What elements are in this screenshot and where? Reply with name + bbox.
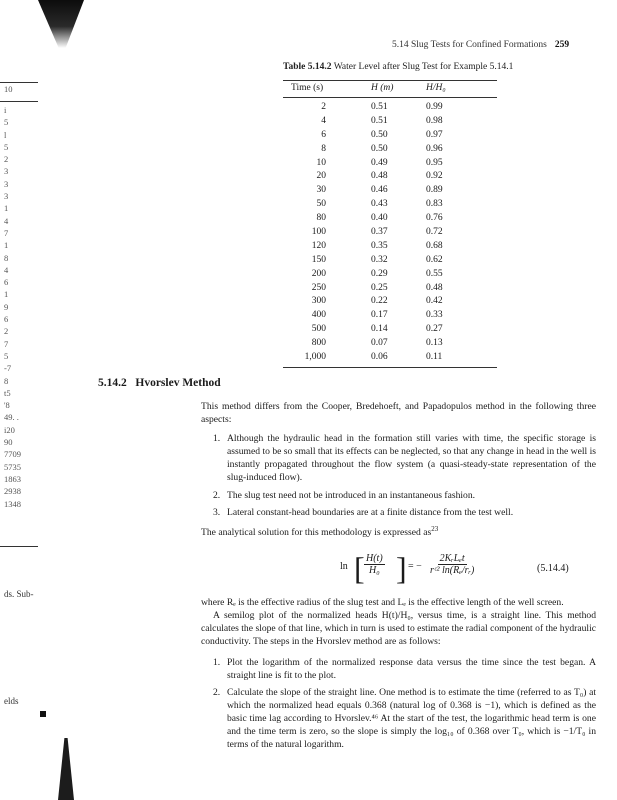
margin-fragment: -7: [4, 363, 12, 374]
table-cell-time: 30: [316, 185, 326, 196]
table-body: [283, 101, 497, 365]
section-title: Hvorslev Method: [135, 377, 221, 389]
table-row: [283, 143, 497, 157]
table-row: [283, 309, 497, 323]
aspect-text: The slug test need not be introduced in an instantaneous fashion.: [227, 490, 476, 501]
margin-fragment: i: [4, 105, 7, 115]
margin-fragment: i20: [4, 424, 15, 435]
margin-fragment: l: [4, 129, 7, 140]
table-cell-hratio: 0.89: [426, 185, 443, 196]
running-header: [392, 40, 569, 50]
table-cell-hratio: 0.83: [426, 199, 443, 210]
table-header-h: H (m): [371, 83, 394, 93]
aspect-item-1: [201, 432, 596, 484]
table-cell-time: 8: [321, 143, 326, 154]
margin-top-number: 10: [4, 84, 13, 94]
table-cell-time: 10: [316, 157, 326, 168]
aspect-number: 2.: [213, 490, 221, 501]
intro-paragraph: This method differs from the Cooper, Bredehoeft, and Papadopulos method in the following three aspects:: [201, 401, 596, 425]
table-cell-h: 0.07: [371, 338, 388, 349]
aspect-text: Although the hydraulic head in the formation still varies with time, the specific storage is assumed to be so small that its effects can be neglected, so that any change in head in the well is instantly propagated throughout the flow system (a quasi-steady-state representation of the slug-induced flow).: [227, 433, 596, 483]
table-row: [283, 240, 497, 254]
table-row: [283, 115, 497, 129]
table-top-rule: [283, 80, 497, 81]
margin-word-1: ds. Sub-: [4, 589, 34, 599]
table-cell-h: 0.51: [371, 115, 388, 126]
table-cell-hratio: 0.68: [426, 240, 443, 251]
margin-fragment: 9: [4, 301, 9, 312]
margin-fragment: '8: [4, 400, 10, 411]
table-cell-hratio: 0.27: [426, 324, 443, 335]
step-number: 2.: [213, 687, 221, 698]
where-paragraph: where Rₑ is the effective radius of the slug test and Lₑ is the effective length of the well screen.: [201, 597, 564, 608]
table-cell-time: 1,000: [304, 352, 326, 363]
section-heading: [98, 377, 221, 389]
table-cell-time: 20: [316, 171, 326, 182]
table-cell-hratio: 0.76: [426, 213, 443, 224]
margin-fragment: 2: [4, 154, 9, 165]
table-row: [283, 212, 497, 226]
margin-fragment: 90: [4, 437, 13, 448]
table-cell-time: 300: [311, 296, 326, 307]
table-row: [283, 226, 497, 240]
table-cell-hratio: 0.42: [426, 296, 443, 307]
table-cell-time: 800: [311, 338, 326, 349]
margin-fragment: 1: [4, 203, 9, 214]
table-row: [283, 184, 497, 198]
table-cell-hratio: 0.92: [426, 171, 443, 182]
equation-ln: ln: [340, 561, 348, 572]
margin-fragment: t5: [4, 387, 11, 398]
equation-rhs-numerator: 2KᵣLₑt: [439, 553, 465, 564]
table-row: [283, 323, 497, 337]
table-row: [283, 295, 497, 309]
margin-square: [40, 711, 46, 717]
table-cell-hratio: 0.98: [426, 115, 443, 126]
running-head-title: 5.14 Slug Tests for Confined Formations: [392, 40, 547, 50]
table-cell-time: 400: [311, 310, 326, 321]
table-cell-hratio: 0.95: [426, 157, 443, 168]
table-cell-h: 0.43: [371, 199, 388, 210]
margin-fragment: 5: [4, 350, 9, 361]
margin-fragment: 8: [4, 252, 9, 263]
table-cell-hratio: 0.48: [426, 282, 443, 293]
margin-fragment: 3: [4, 191, 9, 202]
table-header-time: Time (s): [291, 83, 324, 93]
aspect-number: 1.: [213, 433, 221, 444]
table-header-hratio: H/H₀: [426, 83, 446, 93]
margin-fragment: 1: [4, 240, 9, 251]
table-cell-h: 0.48: [371, 171, 388, 182]
analytical-text: The analytical solution for this methodology is expressed as: [201, 527, 432, 538]
margin-fragment: 6: [4, 314, 9, 325]
table-cell-hratio: 0.33: [426, 310, 443, 321]
table-cell-time: 6: [321, 129, 326, 140]
margin-word-2: elds: [4, 696, 19, 706]
equation-right-bracket: ]: [396, 550, 407, 586]
page-number: 259: [554, 40, 570, 50]
table-label: Table 5.14.2: [283, 62, 332, 72]
table-cell-hratio: 0.96: [426, 143, 443, 154]
binding-shadow-top: [38, 0, 84, 48]
table-cell-h: 0.35: [371, 240, 388, 251]
table-row: [283, 129, 497, 143]
table-cell-h: 0.49: [371, 157, 388, 168]
table-cell-hratio: 0.99: [426, 102, 443, 112]
aspect-number: 3.: [213, 507, 221, 518]
table-cell-h: 0.06: [371, 352, 388, 363]
table-cell-time: 150: [311, 254, 326, 265]
table-cell-time: 50: [316, 199, 326, 210]
equation-left-bracket: [: [354, 550, 365, 586]
table-cell-time: 250: [311, 282, 326, 293]
table-row: [283, 337, 497, 351]
semilog-paragraph: A semilog plot of the normalized heads H(t)/H₀, versus time, is a straight line. This method calculates the slope of that line, which in turn is used to estimate the radial component of the hydraulic conductivity. The steps in the Hvorslev method are as follows:: [201, 610, 596, 647]
margin-fragment: 4: [4, 215, 9, 226]
step-item-2: [201, 686, 596, 751]
margin-fragment: 6: [4, 277, 9, 288]
table-cell-h: 0.50: [371, 129, 388, 140]
table-cell-time: 80: [316, 213, 326, 224]
table-cell-time: 100: [311, 227, 326, 238]
aspect-item-2: [201, 489, 596, 502]
margin-fragment: 7709: [4, 449, 21, 460]
table-cell-hratio: 0.13: [426, 338, 443, 349]
table-caption: [283, 62, 513, 72]
table-bottom-rule: [283, 367, 497, 368]
step-number: 1.: [213, 657, 221, 668]
table-cell-h: 0.37: [371, 227, 388, 238]
table-cell-time: 120: [311, 240, 326, 251]
equation-rhs-fraction: [430, 553, 474, 576]
table-cell-time: 200: [311, 268, 326, 279]
table-cell-h: 0.29: [371, 268, 388, 279]
analytical-sentence: [201, 526, 596, 539]
aspect-text: Lateral constant-head boundaries are at a finite distance from the test well.: [227, 507, 514, 518]
equation-lhs-fraction: [364, 553, 385, 576]
margin-fragment: 5735: [4, 461, 21, 472]
step-text: Calculate the slope of the straight line. One method is to estimate the time (referred to as T₀) at which the normalized head equals 0.368 (natural log of 0.368 is −1), which is defined as the basic time lag according to Hvorslev.⁴⁶ At the start of the test, the logarithmic head term is one and the time term is zero, so the slope is simply the log₁₀ of 0.368 over T₀, which is −1/T₀ in terms of the natural logarithm.: [227, 687, 596, 750]
table-cell-h: 0.50: [371, 143, 388, 154]
margin-fragment: 8: [4, 375, 9, 386]
bleed-rule-top-2: [0, 101, 38, 102]
margin-fragment: 5: [4, 141, 9, 152]
table-row: [283, 268, 497, 282]
equation-lhs-denominator: H₀: [368, 565, 380, 576]
table-caption-text: Water Level after Slug Test for Example 5.14.1: [333, 62, 514, 72]
table-row: [283, 170, 497, 184]
table-cell-h: 0.25: [371, 282, 388, 293]
margin-fragments: [4, 104, 21, 510]
table-header-rule: [283, 97, 497, 98]
table-row: [283, 157, 497, 171]
margin-fragment: 4: [4, 264, 9, 275]
table-cell-h: 0.14: [371, 324, 388, 335]
bleed-rule-bottom: [0, 546, 38, 547]
equation-lhs-numerator: H(t): [366, 553, 383, 564]
table-cell-h: 0.32: [371, 254, 388, 265]
margin-fragment: 3: [4, 166, 9, 177]
equation-rhs-denominator: rᶜ² ln(Rₑ/rᵣ): [430, 565, 475, 576]
margin-fragment: 49. .: [4, 412, 19, 423]
section-number: 5.14.2: [98, 377, 127, 389]
table-cell-hratio: 0.62: [426, 254, 443, 265]
table-row: [283, 254, 497, 268]
table-row: [283, 198, 497, 212]
table-cell-time: 2: [321, 102, 326, 112]
table-row: [283, 351, 497, 365]
table-cell-hratio: 0.72: [426, 227, 443, 238]
table-cell-hratio: 0.55: [426, 268, 443, 279]
table-cell-h: 0.46: [371, 185, 388, 196]
table-row: [283, 101, 497, 115]
step-item-1: [201, 656, 596, 682]
table-cell-time: 4: [321, 115, 326, 126]
margin-fragment: 1: [4, 289, 9, 300]
table-cell-h: 0.51: [371, 102, 388, 112]
margin-fragment: 2: [4, 326, 9, 337]
table-cell-hratio: 0.11: [426, 352, 443, 363]
aspect-item-3: [201, 506, 596, 519]
margin-fragment: 1348: [4, 498, 21, 509]
table-cell-hratio: 0.97: [426, 129, 443, 140]
table-cell-h: 0.17: [371, 310, 388, 321]
margin-fragment: 7: [4, 338, 9, 349]
step-text: Plot the logarithm of the normalized response data versus the time since the test began. A straight line is fit to the plot.: [227, 657, 596, 681]
equation-equals: = −: [408, 561, 422, 572]
binding-shadow-bottom: [58, 738, 74, 800]
table-cell-h: 0.40: [371, 213, 388, 224]
margin-fragment: 1863: [4, 473, 21, 484]
margin-fragment: 3: [4, 178, 9, 189]
margin-fragment: 5: [4, 117, 9, 128]
table-cell-time: 500: [311, 324, 326, 335]
analytical-reference: 23: [431, 524, 439, 533]
table-cell-h: 0.22: [371, 296, 388, 307]
equation-number: (5.14.4): [537, 563, 569, 574]
table-row: [283, 282, 497, 296]
margin-fragment: 7: [4, 227, 9, 238]
margin-fragment: 2938: [4, 486, 21, 497]
